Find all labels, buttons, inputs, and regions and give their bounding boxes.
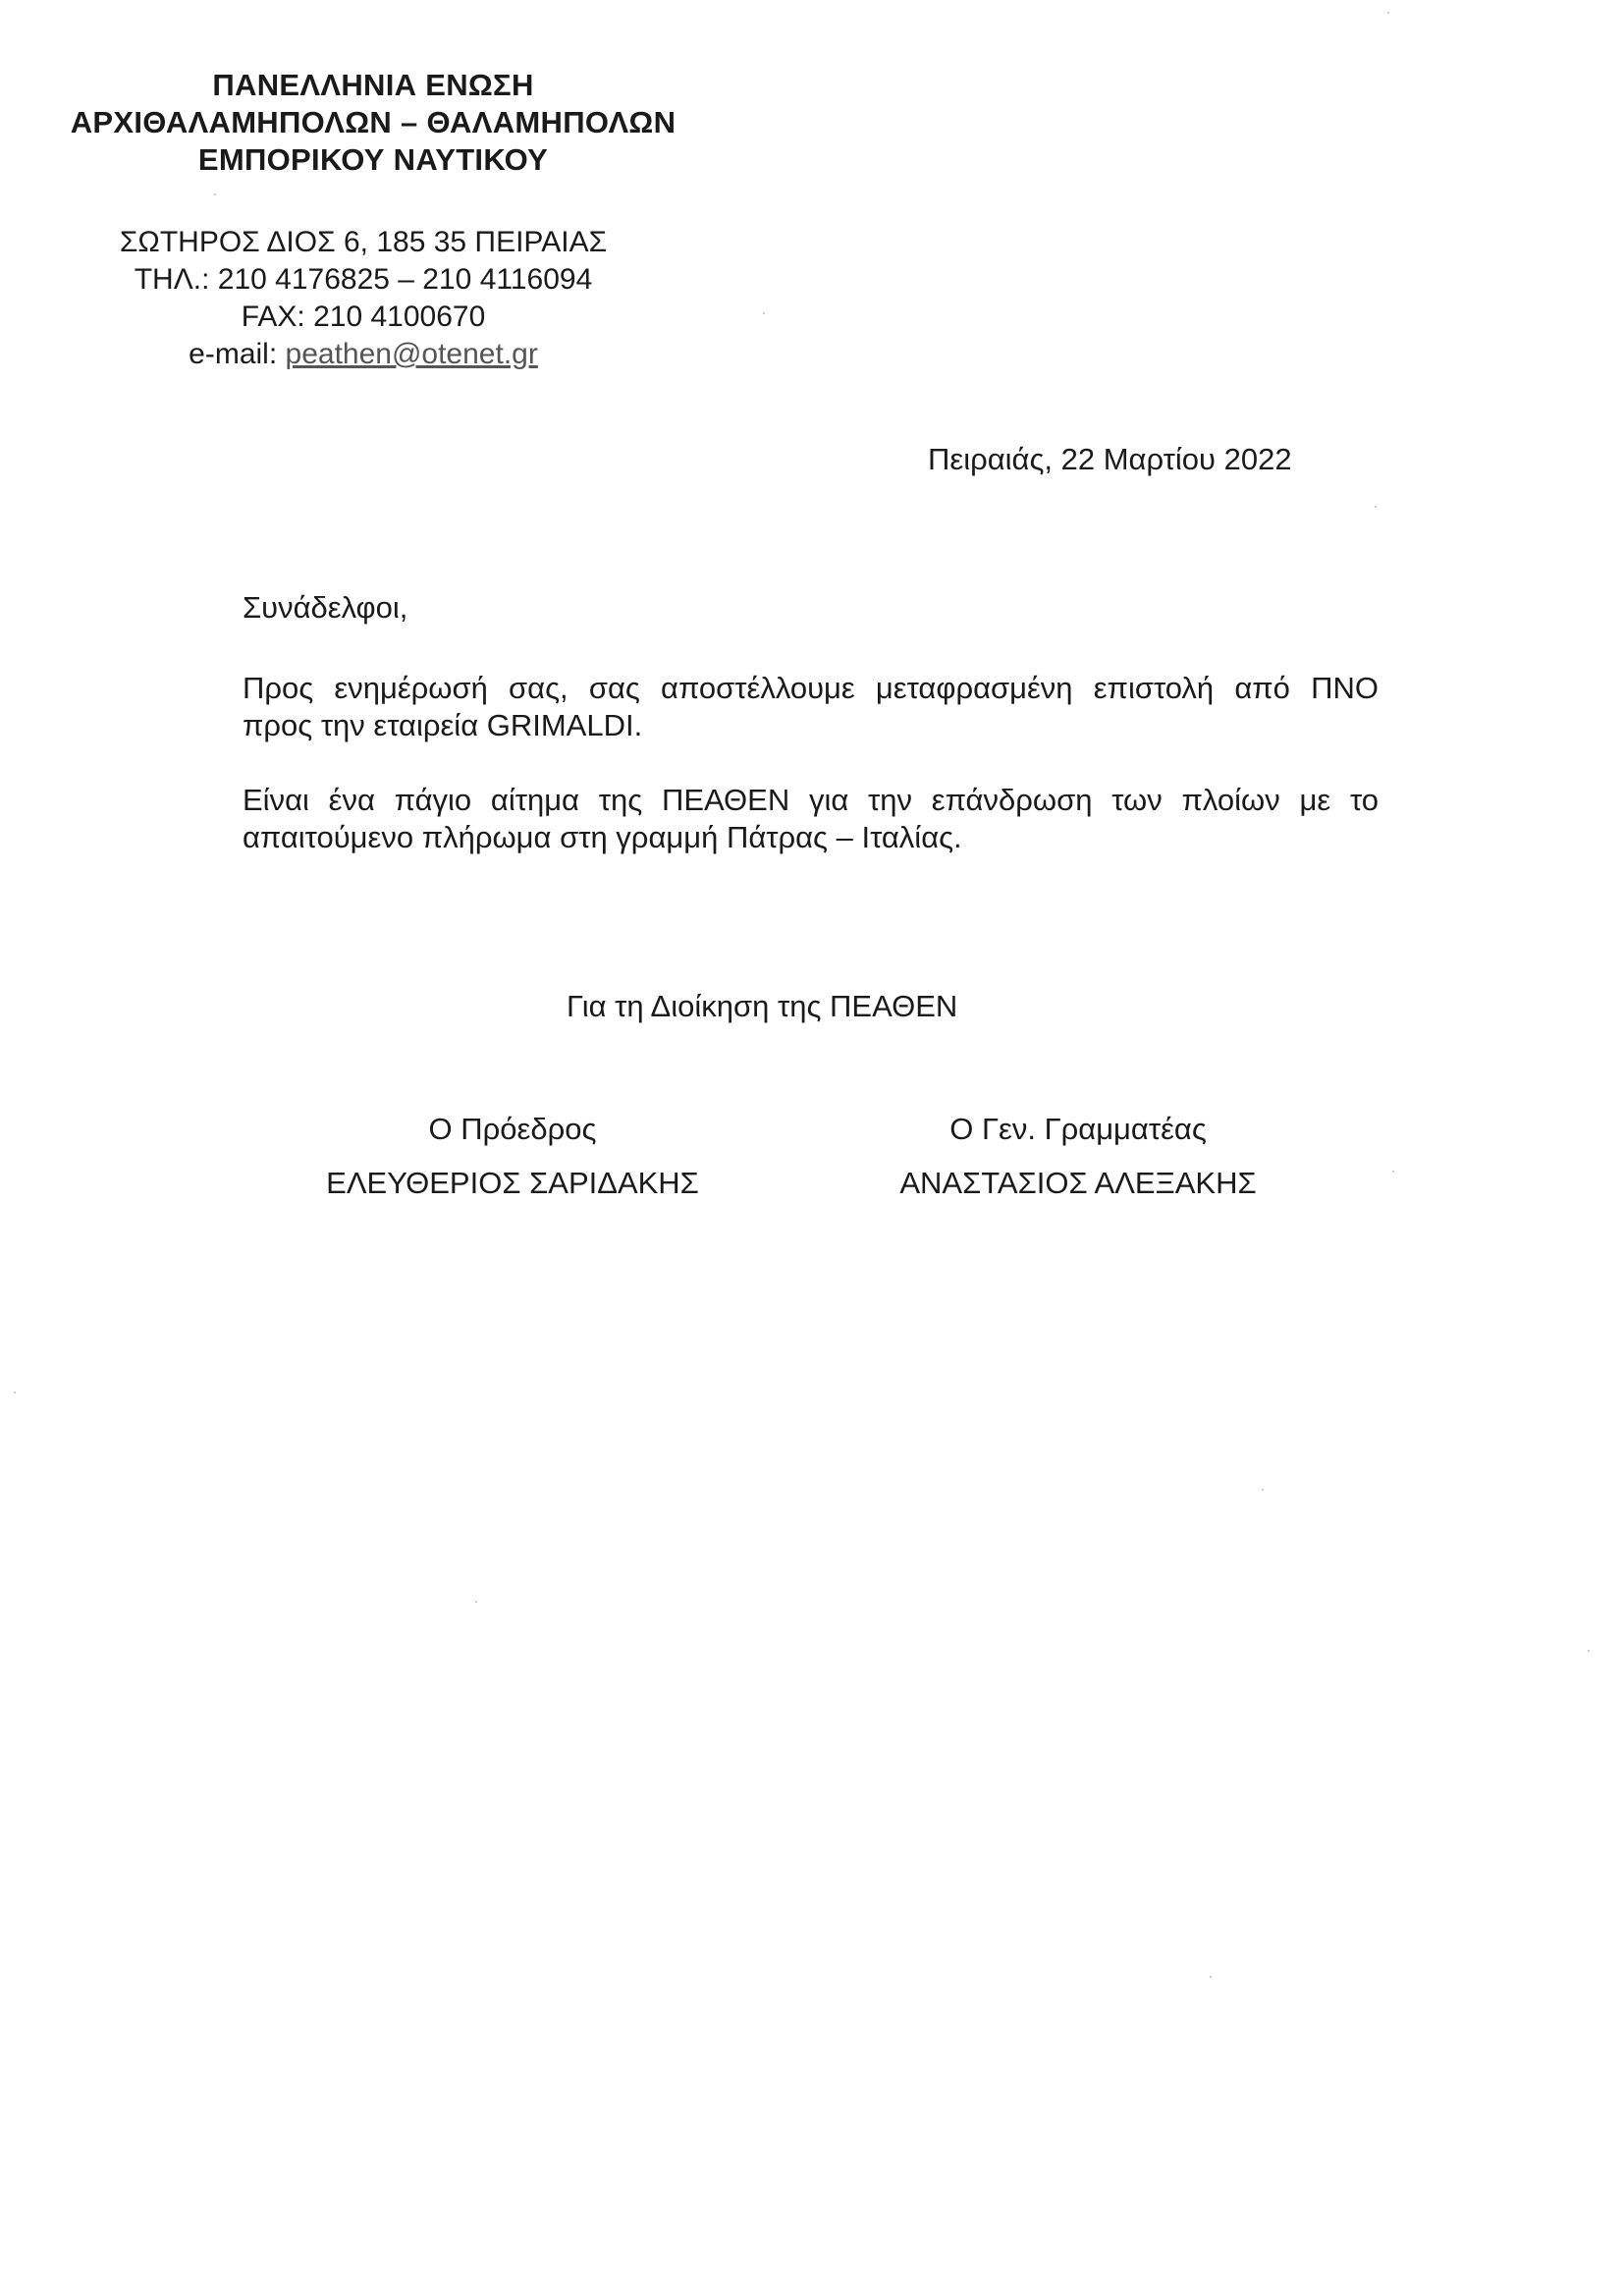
signature-title: Ο Πρόεδρος	[428, 1112, 597, 1146]
letter-date: Πειραιάς, 22 Μαρτίου 2022	[928, 442, 1292, 476]
signature-title: Ο Γεν. Γραμματέας	[949, 1112, 1207, 1146]
scan-speck	[1375, 506, 1377, 508]
phone: ΤΗΛ.: 210 4176825 – 210 4116094	[134, 263, 593, 296]
signature-name: ΕΛΕΥΘΕΡΙΟΣ ΣΑΡΙΔΑΚΗΣ	[326, 1166, 699, 1200]
scan-speck	[214, 193, 216, 195]
org-name-line-3: ΕΜΠΟΡΙΚΟΥ ΝΑΥΤΙΚΟΥ	[197, 142, 549, 177]
email-row	[88, 336, 638, 373]
paragraph-1-line-1: Προς ενημέρωσή σας, σας αποστέλλουμε μεταφρασμένη επιστολή από ΠΝΟ	[243, 671, 1379, 705]
paragraph-1-line-2: προς την εταιρεία GRIMALDI.	[243, 708, 643, 742]
email-link[interactable]: peathen@otenet.gr	[285, 338, 538, 370]
fax: FAX: 210 4100670	[241, 301, 486, 333]
scan-speck	[763, 312, 765, 314]
org-name-line-1: ΠΑΝΕΛΛΗΝΙΑ ΕΝΩΣΗ	[212, 68, 534, 102]
scan-speck	[1387, 12, 1389, 14]
signature-president	[277, 1102, 748, 1210]
greeting: Συνάδελφοι,	[243, 590, 408, 625]
scan-speck	[1262, 1489, 1264, 1491]
scan-speck	[1588, 1650, 1590, 1652]
contact-block	[88, 224, 638, 373]
paragraph-2-line-2: απαιτούμενο πλήρωμα στη γραμμή Πάτρας – Ιταλίας.	[243, 820, 962, 854]
paragraph-2-line-1: Είναι ένα πάγιο αίτημα της ΠΕΑΘΕΝ για την επάνδρωση των πλοίων με το	[243, 783, 1379, 817]
scan-speck	[14, 1392, 16, 1394]
scan-speck	[1392, 1171, 1394, 1173]
body-paragraph-1	[243, 670, 1379, 744]
address: ΣΩΤΗΡΟΣ ΔΙΟΣ 6, 185 35 ΠΕΙΡΑΙΑΣ	[119, 226, 608, 258]
organization-name	[29, 67, 717, 179]
scan-speck	[1210, 1976, 1212, 1978]
org-name-line-2: ΑΡΧΙΘΑΛΑΜΗΠΟΛΩΝ – ΘΑΛΑΜΗΠΟΛΩΝ	[70, 105, 677, 139]
closing-line: Για τη Διοίκηση της ΠΕΑΘΕΝ	[567, 989, 958, 1023]
signature-name: ΑΝΑΣΤΑΣΙΟΣ ΑΛΕΞΑΚΗΣ	[899, 1166, 1257, 1200]
signature-secretary	[842, 1102, 1314, 1210]
body-paragraph-2	[243, 782, 1379, 856]
scan-speck	[475, 1601, 477, 1603]
email-label: e-mail:	[189, 338, 278, 370]
